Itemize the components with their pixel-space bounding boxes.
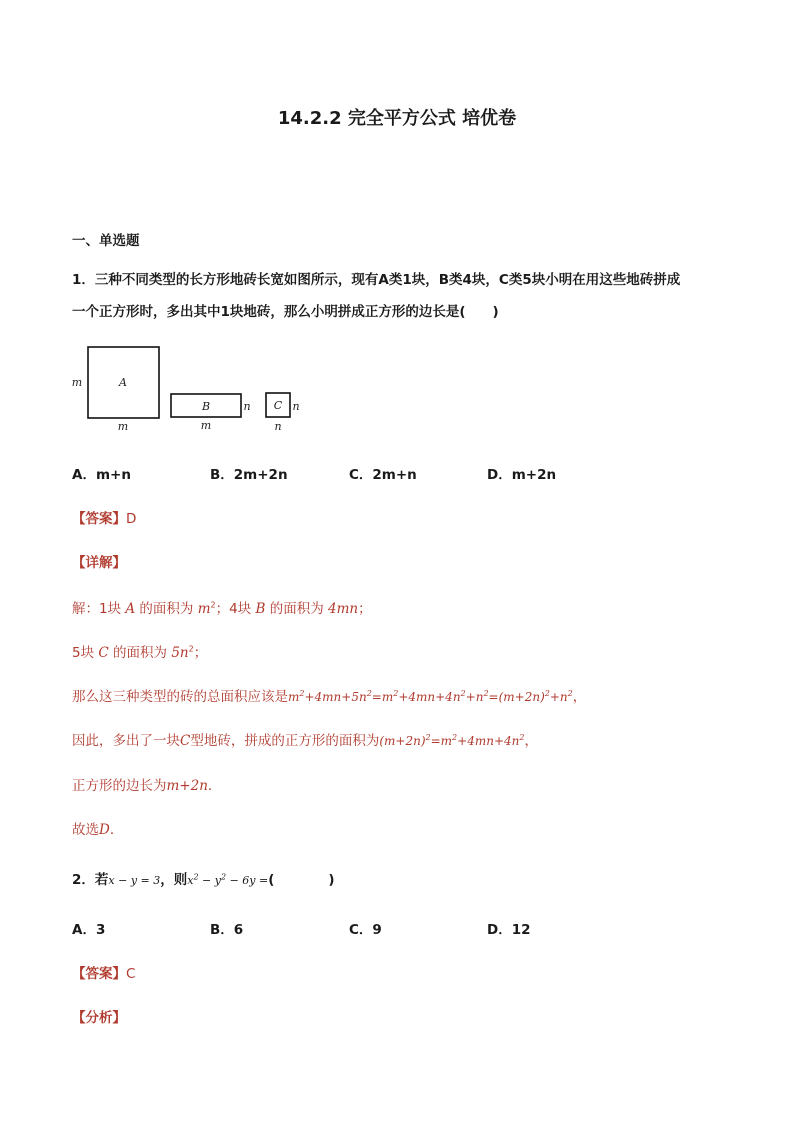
q1-solution-line1 [72,597,372,617]
math-expr: x − y = 3 [108,874,161,887]
tile-b-side-right: n [243,400,251,413]
math-var: m [197,601,211,617]
q2-option-a: A．3 [72,922,106,938]
exponent: 2 [193,872,199,882]
text: 的面积为 [265,601,329,617]
text: 故选 [72,822,99,838]
text: 那么这三种类型的砖的总面积应该是 [72,689,288,705]
q1-solution-line3 [72,685,586,705]
exponent: 2 [519,733,525,742]
q2-option-b: B．6 [210,922,244,938]
text: 正方形的边长为 [72,778,167,794]
math-var: D [99,822,110,838]
tile-a-side-left: m [71,376,83,389]
q1-option-a: A．m+n [72,467,131,483]
exponent: 2 [544,689,550,698]
q1-answer [72,507,136,527]
q1-option-c: C．2m+n [349,467,417,483]
q1-solution-line6 [72,818,123,838]
tile-c-label: C [273,399,283,412]
math-var: C [180,733,191,749]
exponent: 2 [567,689,573,698]
text: 型地砖，拼成的正方形的面积为 [190,733,380,749]
q1-solution-line4 [72,729,538,749]
q1-option-b: B．2m+2n [210,467,288,483]
exponent: 2 [366,689,372,698]
tile-b-label: B [201,400,211,413]
exponent: 2 [452,733,458,742]
q1-text-line1: 1．三种不同类型的长方形地砖长宽如图所示，现有A类1块，B类4块，C类5块小明在用这些地砖拼成 [72,272,681,288]
math-expr: − 6y = [226,874,269,887]
math-expr: m [288,690,300,704]
q2-answer [72,962,135,982]
text: ． [109,822,124,838]
page-title: 14.2.2 完全平方公式 培优卷 [277,108,517,129]
tile-b-side-bottom: m [200,419,212,432]
exponent: 2 [425,733,431,742]
q2-analysis-tag: 【分析】 [72,1010,126,1026]
math-expr: +4mn+5n [304,690,367,704]
math-var: B [255,601,266,617]
exponent: 2 [299,689,305,698]
tile-a-side-bottom: m [117,420,129,433]
text: ； [193,645,208,661]
exponent: 2 [393,689,399,698]
text: 5块 [72,645,99,661]
math-expr: +4mn+4n [457,734,520,748]
text: 因此，多出了一块 [72,733,180,749]
answer-tag: 【答案】 [72,511,126,527]
q1-figure [66,340,316,438]
math-expr: (m+2n) [379,734,426,748]
math-var: C [98,645,109,661]
math-expr: x [187,874,194,887]
text: 2．若 [72,872,109,888]
q2-option-d: D．12 [487,922,531,938]
exponent: 2 [483,689,489,698]
text: ． [207,778,222,794]
text: ， [524,733,538,749]
q1-solution-line5 [72,774,221,794]
math-expr: m+2n [166,778,208,794]
exponent: 2 [221,872,227,882]
math-expr: 4mn [328,601,359,617]
text: 的面积为 [135,601,198,617]
text: 的面积为 [108,645,172,661]
answer-value: C [126,966,136,982]
math-expr: 5n [171,645,189,661]
math-expr: +n [549,690,568,704]
q1-option-d: D．m+2n [487,467,557,483]
q1-solution-line2 [72,641,207,661]
text: 解：1块 [72,601,126,617]
exponent: 2 [188,644,194,654]
text: ，则 [160,872,188,888]
tile-c-side-right: n [292,400,300,413]
q2-text [72,868,335,888]
exponent: 2 [210,600,216,610]
math-expr: =m [371,690,394,704]
math-var: A [125,601,136,617]
tile-a-label: A [119,376,127,389]
text: ， [572,689,587,705]
tile-c-side-bottom: n [274,420,282,433]
q2-option-c: C．9 [349,922,382,938]
text: ；4块 [215,601,256,617]
math-expr: =m [430,734,453,748]
text: ( ) [268,872,335,888]
math-expr: − y [198,874,221,887]
section-heading: 一、单选题 [72,233,140,249]
math-expr: =(m+2n) [488,690,545,704]
text: ； [358,601,372,617]
exponent: 2 [460,689,466,698]
q1-text-line2: 一个正方形时，多出其中1块地砖，那么小明拼成正方形的边长是( ) [72,304,499,320]
answer-tag: 【答案】 [72,966,126,982]
answer-value: D [126,511,137,527]
math-expr: +n [465,690,484,704]
math-expr: +4mn+4n [398,690,461,704]
q1-detail-tag: 【详解】 [72,555,126,571]
